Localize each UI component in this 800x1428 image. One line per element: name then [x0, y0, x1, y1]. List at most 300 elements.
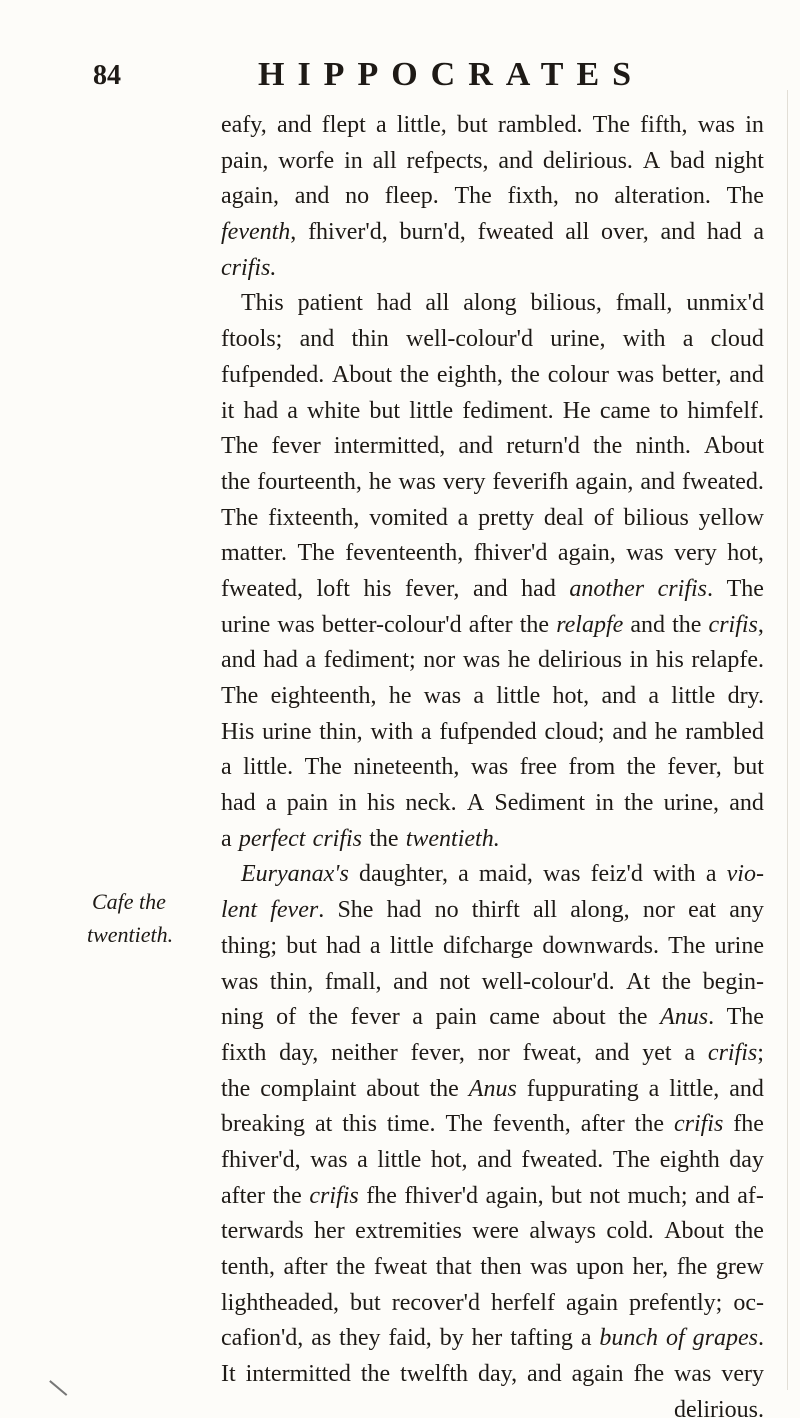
text-run: urine [714, 932, 764, 959]
text-word [463, 286, 516, 322]
text-run: cloud; [544, 718, 605, 745]
text-word [221, 572, 303, 608]
text-run: About [664, 1218, 725, 1245]
text-word [399, 465, 436, 501]
text-word [729, 358, 764, 394]
text-word [431, 1143, 468, 1179]
text-word [478, 1036, 510, 1072]
text-word [575, 465, 633, 501]
text-word [660, 1143, 720, 1179]
text-run: a [473, 683, 484, 709]
text-word [278, 144, 334, 180]
text-word [727, 179, 764, 215]
text-word [473, 572, 508, 608]
text-word [286, 929, 317, 965]
text-word [439, 715, 536, 751]
text-word [297, 536, 334, 572]
text-word [309, 1179, 358, 1215]
text-run: fweated, [221, 575, 303, 602]
corner-mark [50, 1380, 68, 1395]
text-run: fourteenth, [257, 468, 362, 495]
text-run: again, [485, 1182, 544, 1209]
text-word [527, 1072, 639, 1108]
text-word [674, 1357, 711, 1393]
text-run: colour [547, 361, 610, 388]
text-word [458, 429, 493, 465]
text-word [392, 1286, 480, 1322]
text-word [672, 608, 701, 644]
text-run: The [445, 1111, 483, 1138]
text-word [221, 465, 250, 501]
italic-text: of [666, 1325, 685, 1352]
text-run: fhe [633, 1361, 665, 1388]
text-run: hot, [552, 683, 590, 709]
text-word [437, 358, 503, 394]
text-run: bilious [623, 504, 689, 531]
text-word [262, 715, 311, 751]
text-word [279, 1036, 318, 1072]
text-line [221, 893, 764, 929]
text-run: was [626, 540, 664, 567]
text-run: At [626, 968, 651, 995]
text-run: About [703, 433, 764, 460]
text-word [458, 501, 469, 537]
text-run: was [530, 1254, 568, 1280]
text-run: fever, [410, 1039, 465, 1066]
text-run: upon [575, 1254, 624, 1280]
text-run: and [594, 1039, 630, 1066]
text-word [246, 1357, 351, 1393]
text-word [594, 501, 614, 537]
text-word [295, 179, 330, 215]
text-word [412, 1000, 423, 1036]
text-word [474, 536, 548, 572]
text-word [243, 394, 278, 430]
text-run: loft [316, 575, 350, 602]
text-run: A [466, 790, 485, 817]
text-word [221, 1214, 304, 1250]
text-word [406, 322, 533, 358]
text-word [662, 358, 722, 394]
text-word [489, 1000, 540, 1036]
text-word [351, 1000, 400, 1036]
text-word [241, 857, 349, 893]
text-run: a [753, 219, 764, 246]
text-word [221, 929, 277, 965]
text-run: burn'd, [399, 219, 466, 246]
text-run: and [612, 718, 647, 745]
text-run: about [552, 1004, 606, 1031]
text-run: fweat [373, 1254, 428, 1280]
text-run: matter. [221, 540, 287, 567]
text-word [669, 1072, 719, 1108]
text-run: white [306, 397, 361, 424]
italic-text: bunch [599, 1325, 659, 1352]
text-word [572, 1357, 624, 1393]
text-word [471, 750, 508, 786]
text-word [221, 322, 282, 358]
text-word [666, 1321, 685, 1357]
text-word [753, 215, 764, 251]
text-word [339, 1321, 380, 1357]
text-run: her, [632, 1254, 669, 1280]
text-word [326, 929, 361, 965]
text-word [543, 144, 633, 180]
text-word [721, 1357, 764, 1393]
text-word [523, 1036, 582, 1072]
text-line [221, 1393, 764, 1428]
text-word [332, 358, 392, 394]
text-line [221, 1107, 764, 1143]
text-word [387, 1107, 436, 1143]
text-word [727, 1000, 764, 1036]
text-word [307, 394, 360, 430]
text-run: delirious. [674, 1396, 764, 1423]
text-run: in [745, 112, 764, 138]
text-run: the [510, 361, 540, 388]
text-word [355, 1214, 462, 1250]
text-word [508, 179, 559, 215]
text-word [593, 429, 622, 465]
text-run: a [580, 1325, 592, 1352]
text-word [589, 1179, 620, 1215]
text-word [498, 108, 583, 144]
text-word [369, 822, 398, 858]
text-word [397, 108, 447, 144]
text-run: but [369, 397, 401, 424]
text-run: cafion'd, [221, 1325, 304, 1352]
text-word [486, 1179, 544, 1215]
text-run: the [672, 611, 702, 638]
text-word [463, 643, 500, 679]
text-line [221, 1250, 764, 1286]
text-word [627, 750, 656, 786]
text-line [221, 643, 764, 679]
text-line [221, 322, 764, 358]
text-word [553, 679, 590, 715]
text-word [336, 1250, 365, 1286]
text-run: return'd [506, 433, 580, 460]
text-line [221, 750, 764, 786]
text-word [287, 394, 298, 430]
text-word [593, 108, 630, 144]
text-word [506, 429, 580, 465]
text-run: little [671, 683, 716, 709]
text-word [600, 394, 651, 430]
text-word [270, 965, 313, 1001]
text-word [271, 429, 320, 465]
text-word [467, 786, 484, 822]
text-run: was [470, 754, 509, 781]
text-word [310, 1143, 347, 1179]
text-run: extremities [355, 1218, 462, 1245]
text-word [662, 965, 691, 1001]
text-run: and [640, 468, 675, 495]
text-word [660, 394, 679, 430]
text-run: nineteenth, [353, 754, 460, 781]
text-run: af- [737, 1182, 764, 1209]
text-word [614, 179, 711, 215]
text-line [221, 394, 764, 430]
text-word [374, 1250, 427, 1286]
text-run: the [308, 1004, 338, 1031]
text-run: fweated. [521, 1146, 604, 1173]
text-line [221, 715, 764, 751]
text-word [472, 1321, 503, 1357]
text-word [457, 108, 488, 144]
text-run: fweated. [681, 468, 764, 495]
text-run: little [409, 397, 454, 424]
text-word [568, 750, 615, 786]
text-word [628, 1179, 688, 1215]
text-run: again, [221, 183, 279, 210]
text-run: ning [221, 1004, 264, 1031]
text-run: prefently; [629, 1289, 723, 1316]
text-run: by [439, 1325, 464, 1352]
text-word [728, 679, 764, 715]
text-word [508, 643, 531, 679]
text-word [715, 929, 764, 965]
text-run: and [729, 790, 764, 817]
margin-note-line: Cafe the [92, 889, 166, 914]
text-run: and [601, 683, 637, 709]
text-run: The [612, 1146, 651, 1173]
text-run: relapfe. [691, 647, 764, 674]
text-word [733, 750, 764, 786]
text-run: worfe [278, 147, 335, 174]
text-word [684, 1036, 695, 1072]
italic-text: fever [270, 897, 319, 924]
text-word [363, 572, 391, 608]
text-run: at [314, 1111, 333, 1138]
text-word [729, 1143, 764, 1179]
text-run: This [241, 290, 284, 317]
text-word [685, 715, 764, 751]
text-run: delirious. [542, 147, 633, 174]
text-run: The [592, 112, 630, 138]
text-run: himfelf. [687, 397, 764, 424]
text-word [667, 750, 721, 786]
text-line [221, 179, 764, 215]
page-edge [787, 90, 788, 1390]
text-word [435, 1000, 476, 1036]
text-word [664, 786, 719, 822]
text-word [630, 608, 665, 644]
text-run: eafy, [221, 112, 267, 138]
text-word [221, 1143, 301, 1179]
text-run: downwards. [542, 932, 659, 959]
text-run: eighth, [436, 361, 503, 388]
running-head: HIPPOCRATES [258, 56, 645, 93]
text-line [221, 857, 764, 893]
text-word [520, 750, 557, 786]
text-line [221, 429, 764, 465]
text-word [443, 929, 533, 965]
text-run: the [369, 825, 399, 852]
text-run: tafting [510, 1325, 573, 1352]
text-run: feiz'd [590, 861, 643, 888]
text-word [745, 108, 764, 144]
text-run: it [221, 397, 235, 424]
text-run: twelfth [400, 1361, 469, 1388]
text-run: had [376, 290, 412, 317]
text-run: ; [757, 1039, 764, 1066]
text-word [221, 536, 287, 572]
text-run: little [377, 1146, 422, 1173]
text-word [706, 857, 717, 893]
text-run: from [568, 754, 616, 781]
text-line [221, 929, 764, 965]
text-run: nor [423, 647, 456, 674]
text-word [533, 893, 557, 929]
text-word [315, 1107, 332, 1143]
text-run: The [726, 1004, 764, 1031]
text-word [446, 1107, 483, 1143]
text-run: The [726, 183, 764, 210]
text-word [370, 715, 413, 751]
text-run: cloud [710, 326, 764, 353]
text-word [629, 1286, 722, 1322]
text-word [221, 1357, 236, 1393]
text-word [704, 429, 764, 465]
text-run: free [519, 754, 557, 781]
text-word [385, 179, 439, 215]
text-run: and [527, 1361, 562, 1388]
text-word [581, 1321, 592, 1357]
text-word [404, 1179, 478, 1215]
text-word [345, 179, 369, 215]
text-run: a [682, 326, 694, 353]
text-word [566, 1286, 618, 1322]
text-word [334, 429, 445, 465]
text-word [221, 643, 256, 679]
text-run: fever, [405, 575, 460, 602]
text-word [699, 501, 764, 537]
text-run: was [221, 968, 259, 995]
text-run: fhe [733, 1111, 764, 1138]
text-word [369, 501, 448, 537]
text-run: herfelf [491, 1289, 555, 1316]
text-run: fixteenth, [268, 504, 360, 531]
text-run: bad [670, 147, 705, 174]
text-run: the [593, 433, 623, 460]
text-word [543, 857, 580, 893]
text-run: fediment; [323, 647, 416, 674]
text-run: Sediment [494, 790, 586, 817]
text-word [677, 1250, 708, 1286]
text-run: and [276, 112, 312, 138]
text-word [221, 215, 296, 251]
text-word [221, 251, 276, 287]
text-word [623, 501, 688, 537]
italic-text: twentieth. [405, 825, 500, 852]
text-word [424, 679, 461, 715]
text-word [691, 643, 764, 679]
text-word [359, 857, 448, 893]
text-run: The [726, 575, 764, 602]
text-word [221, 608, 270, 644]
text-word [298, 286, 363, 322]
text-run: rambled. [497, 112, 583, 138]
text-run: the [519, 611, 550, 638]
text-word [440, 1321, 464, 1357]
text-run: all [565, 219, 590, 246]
text-run: had [326, 932, 361, 959]
text-word [400, 358, 429, 394]
text-run: fifth, [640, 112, 688, 138]
text-word [373, 144, 397, 180]
text-run: was [310, 1146, 348, 1173]
text-run: urine [221, 611, 271, 638]
text-run: well-colour'd. [481, 968, 615, 995]
text-run: The [221, 504, 259, 531]
text-word [377, 286, 412, 322]
text-word [477, 1143, 512, 1179]
text-word [405, 572, 459, 608]
text-run: the [624, 790, 654, 817]
text-run: better, [661, 361, 722, 388]
text-run: the [734, 1218, 764, 1245]
text-word [558, 536, 616, 572]
text-word [688, 893, 716, 929]
text-word [387, 893, 422, 929]
text-run: came [489, 1004, 540, 1031]
text-word [633, 1357, 664, 1393]
text-word [479, 857, 533, 893]
text-line [221, 822, 764, 858]
text-run: a [648, 683, 660, 709]
text-word [478, 501, 534, 537]
italic-text: vio- [726, 861, 764, 888]
text-run: his [363, 575, 392, 602]
text-run: had [706, 219, 742, 246]
text-word [325, 965, 382, 1001]
text-run: in [338, 790, 357, 817]
text-run: along [463, 290, 517, 317]
text-run: was [462, 647, 501, 674]
text-run: was [423, 683, 462, 709]
margin-note-line: twentieth. [87, 922, 174, 947]
text-word [616, 286, 673, 322]
text-run: better-colour'd [321, 611, 462, 638]
text-word [221, 715, 254, 751]
text-word [698, 108, 735, 144]
text-word [430, 1072, 459, 1108]
text-word [623, 322, 666, 358]
text-line [221, 572, 764, 608]
text-word [221, 358, 324, 394]
text-word [591, 857, 643, 893]
text-run: the [336, 1254, 366, 1280]
text-run: thing; [221, 932, 278, 959]
text-run: feverifh [492, 468, 569, 495]
text-run: fleep. [384, 183, 439, 210]
text-run: a [705, 861, 717, 888]
text-word [350, 1286, 381, 1322]
text-line [221, 1357, 764, 1393]
text-run: daughter, [358, 861, 448, 888]
text-word [221, 1000, 264, 1036]
text-run: yellow [698, 504, 764, 531]
text-run: of [593, 504, 614, 531]
text-line [221, 786, 764, 822]
text-word [527, 1357, 562, 1393]
margin-note [87, 885, 174, 951]
text-run: and [729, 361, 764, 388]
text-run: He [562, 397, 591, 424]
text-run: well-colour'd [406, 326, 533, 353]
text-run: and [393, 968, 428, 995]
